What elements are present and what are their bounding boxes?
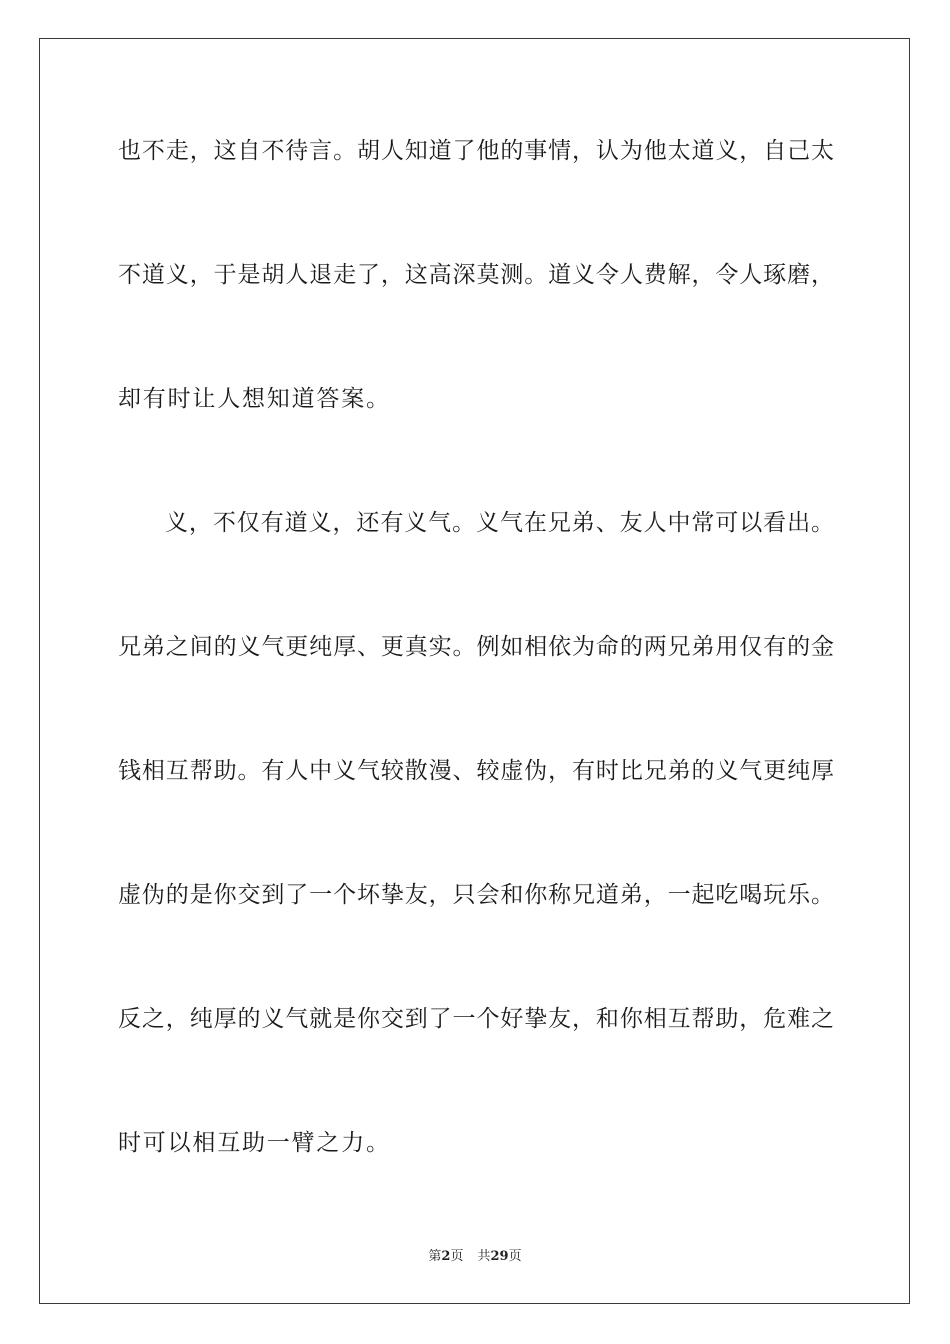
body-line-9: 时可以相互助一臂之力。 [118,1130,391,1156]
body-line-1: 也不走，这自不待言。胡人知道了他的事情，认为他太道义，自己太 [118,138,834,164]
total-prefix: 共 [477,1249,491,1264]
body-line-7: 虚伪的是你交到了一个坏挚友，只会和你称兄道弟，一起吃喝玩乐。 [118,882,834,908]
body-line-3: 却有时让人想知道答案。 [118,386,391,412]
total-suffix: 页 [508,1249,522,1264]
page-border [39,38,910,1304]
page-prefix: 第 [428,1249,442,1264]
total-pages: 29 [490,1249,509,1264]
body-line-8: 反之，纯厚的义气就是你交到了一个好挚友，和你相互帮助，危难之 [118,1006,834,1032]
body-line-5: 兄弟之间的义气更纯厚、更真实。例如相依为命的两兄弟用仅有的金 [118,634,834,660]
body-line-4: 义，不仅有道义，还有义气。义气在兄弟、友人中常可以看出。 [165,510,834,536]
page-footer [0,1248,950,1266]
body-line-2: 不道义，于是胡人退走了，这高深莫测。道义令人费解，令人琢磨， [118,262,834,288]
body-line-6: 钱相互帮助。有人中义气较散漫、较虚伪，有时比兄弟的义气更纯厚 [118,758,834,784]
page-suffix: 页 [450,1249,464,1264]
page-number: 2 [441,1249,451,1264]
